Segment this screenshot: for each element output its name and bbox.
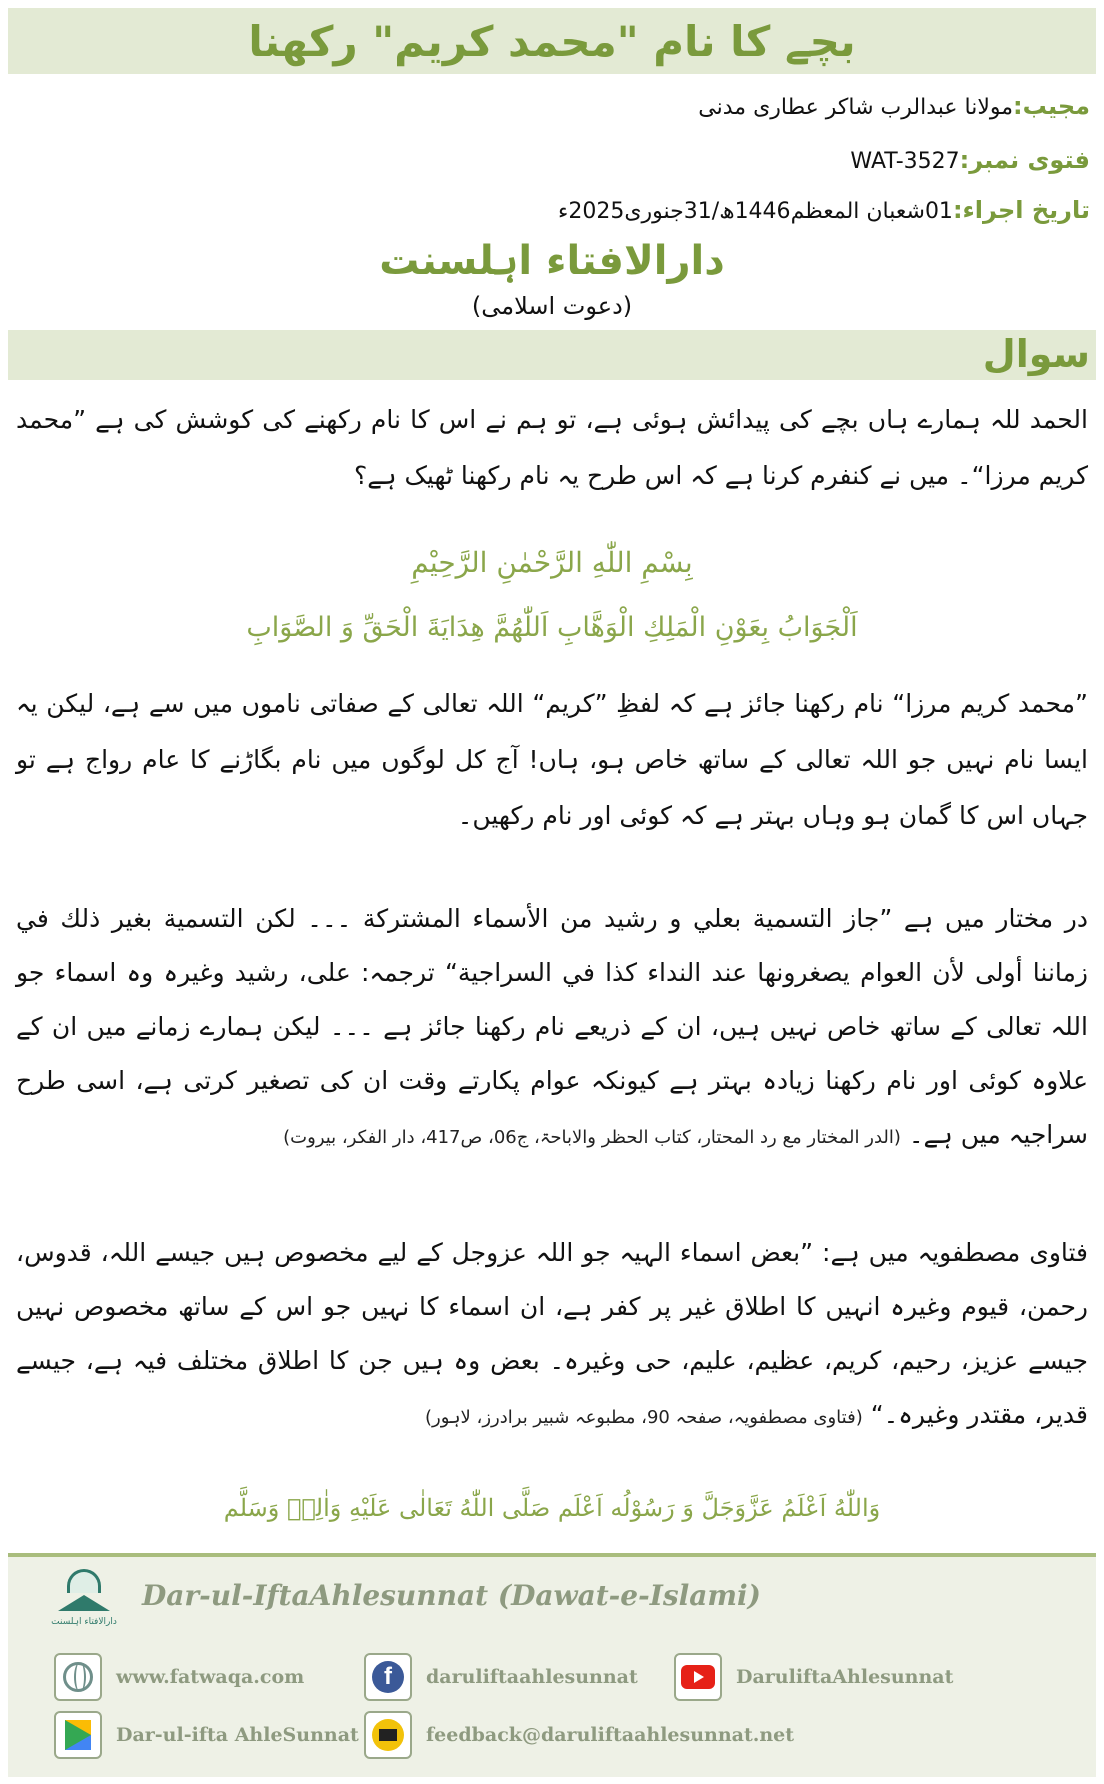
youtube-icon [674,1653,722,1701]
durr-mukhtar-reference: (الدر المختار مع رد المحتار، کتاب الحظر والاباحۃ، ج06، ص417، دار الفکر، بیروت) [283,1127,901,1148]
email-text: feedback@daruliftaahlesunnat.net [426,1724,795,1746]
mujeeb-value: مولانا عبدالرب شاکر عطاری مدنی [698,95,1014,120]
google-play-icon [54,1711,102,1759]
mujeeb-line [698,92,1090,120]
logo-book-shape [58,1595,110,1611]
institution-sub: (دعوت اسلامی) [471,292,633,320]
email-icon [364,1711,412,1759]
question-heading-bar [8,330,1096,380]
fatwa-number-label: فتوی نمبر: [959,146,1090,174]
durr-mukhtar-quote: در مختار میں ہے ”جاز التسمية بعلي و رشيد من الأسماء المشتركة ۔۔۔ لكن التسمية بغير ذلك في زماننا أولى لأن العوام يصغرونها عند النداء كذا في السراجية“ ترجمہ: علی، رشید وغیرہ وہ اسماء جو اللہ تعالی کے ساتھ خاص نہیں ہیں، ان کے ذریعے نام رکھنا جائز ہے ۔۔۔ لیکن ہمارے زمانے میں ان کے علاوہ کوئی اور نام رکھنا زیادہ بہتر ہے کیونکہ عوام پکارتے وقت ان کی تصغیر کرتی ہے، اسی طرح سراجیہ میں ہے۔ [16,904,1088,1149]
logo-text: دارالافتاء اہلسنت [51,1617,117,1627]
fatawa-mustafawiya-reference: (فتاوی مصطفویہ، صفحہ 90، مطبوعہ شبیر برادرز، لاہور) [425,1407,863,1428]
facebook-icon: f [364,1653,412,1701]
fatwa-number-value: WAT-3527 [850,149,960,174]
institution-name: دارالافتاء اہلسنت [379,238,725,284]
footer [8,1557,1096,1777]
question-text: الحمد للہ ہمارے ہاں بچے کی پیدائش ہوئی ہے، تو ہم نے اس کا نام رکھنے کی کوشش کی ہے ”محمد کریم مرزا“۔ میں نے کنفرم کرنا ہے کہ اس طرح یہ نام رکھنا ٹھیک ہے؟ [16,405,1088,490]
issue-date-label: تاریخ اجراء: [952,196,1090,224]
bismillah: بِسْمِ اللّٰهِ الرَّحْمٰنِ الرَّحِيْمِ [411,546,693,579]
playstore-link[interactable] [54,1711,359,1759]
facebook-link[interactable] [364,1653,638,1701]
website-text: www.fatwaqa.com [116,1666,305,1688]
issue-date-line [558,196,1090,224]
globe-icon [54,1653,102,1701]
closing-dua: وَاللّٰهُ اَعْلَمُ عَزَّوَجَلَّ وَ رَسُوْلُه اَعْلَم صَلَّی اللّٰهُ تَعَالٰی عَلَیْهِ وَاٰلِهٖ وَسَلَّم [223,1494,881,1522]
dar-ul-ifta-logo [48,1569,120,1645]
fatwa-number-line [850,146,1090,174]
question-heading: سوال [982,332,1090,376]
answer-paragraph-1: ”محمد کریم مرزا“ نام رکھنا جائز ہے کہ لفظِ ”کریم“ اللہ تعالی کے صفاتی ناموں میں سے ہے، لیکن یہ ایسا نام نہیں جو اللہ تعالی کے ساتھ خاص ہو، ہاں! آج کل لوگوں میں نام بگاڑنے کا عام رواج ہے تو جہاں اس کا گمان ہو وہاں بہتر ہے کہ کوئی اور نام رکھیں۔ [16,689,1088,830]
answer-paragraph-3 [16,1226,1088,1445]
mujeeb-label: مجیب: [1013,92,1090,120]
website-link[interactable] [54,1653,304,1701]
email-link[interactable] [364,1711,794,1759]
answer-opening: اَلْجَوَابُ بِعَوْنِ الْمَلِكِ الْوَهَّابِ اَللّٰهُمَّ هِدَايَةَ الْحَقِّ وَ الصَّوَابِ [246,612,858,643]
issue-date-value: 01شعبان المعظم1446ھ/31جنوری2025ء [557,199,953,224]
fatawa-mustafawiya-quote: فتاوی مصطفویہ میں ہے: ”بعض اسماء الہیہ جو اللہ عزوجل کے لیے مخصوص ہیں جیسے اللہ، قدوس، رحمن، قیوم وغیرہ انہیں کا اطلاق غیر پر کفر ہے، ان اسماء کا نہیں جو اس کے ساتھ مخصوص نہیں جیسے عزیز، رحیم، کریم، عظیم، علیم، حی وغیرہ۔ بعض وہ ہیں جن کا اطلاق مختلف فیہ ہے، جیسے قدیر، مقتدر وغیرہ۔“ [16,1238,1088,1429]
logo-dome-shape [67,1569,101,1593]
footer-brand: Dar-ul-IftaAhlesunnat (Dawat-e-Islami) [142,1579,761,1612]
playstore-text: Dar-ul-ifta AhleSunnat [116,1724,359,1746]
youtube-text: DaruliftaAhlesunnat [736,1666,954,1688]
page-title: بچے کا نام "محمد کریم" رکھنا [248,16,856,66]
youtube-link[interactable] [674,1653,953,1701]
facebook-text: daruliftaahlesunnat [426,1666,638,1688]
title-bar [8,8,1096,74]
answer-paragraph-2 [16,892,1088,1165]
